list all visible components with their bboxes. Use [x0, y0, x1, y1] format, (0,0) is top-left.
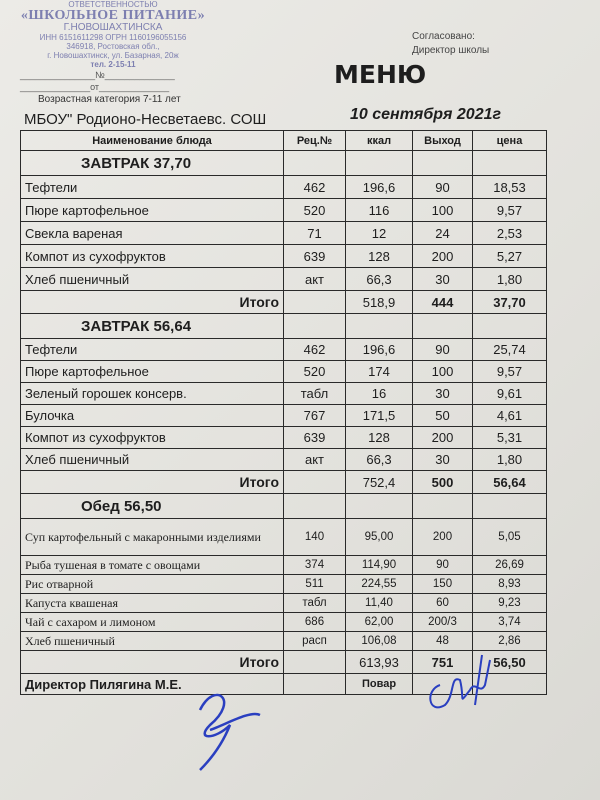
recipe-number: 520 [284, 361, 346, 383]
price: 25,74 [473, 339, 547, 361]
section-header [21, 314, 547, 339]
price: 9,61 [473, 383, 547, 405]
section-title: ЗАВТРАК 37,70 [21, 151, 284, 176]
kcal: 95,00 [346, 519, 413, 556]
price: 2,86 [473, 632, 547, 651]
kcal: 11,40 [346, 594, 413, 613]
table-header [21, 131, 547, 151]
dish-name: Компот из сухофруктов [21, 245, 284, 268]
recipe-number: 511 [284, 575, 346, 594]
total-row [21, 651, 547, 674]
kcal: 128 [346, 245, 413, 268]
stamp-text: тел. 2-15-11 [90, 60, 136, 69]
table-row [21, 427, 547, 449]
kcal: 66,3 [346, 268, 413, 291]
yield: 90 [413, 556, 473, 575]
table-row [21, 383, 547, 405]
stamp-text: ИНН 6151611298 ОГРН 1160196055156 [39, 33, 187, 42]
price: 9,23 [473, 594, 547, 613]
kcal: 62,00 [346, 613, 413, 632]
dish-name: Хлеб пшеничный [21, 632, 284, 651]
kcal: 12 [346, 222, 413, 245]
table-row [21, 245, 547, 268]
kcal: 128 [346, 427, 413, 449]
col-dish: Наименование блюда [21, 131, 284, 151]
menu-date: 10 сентября 2021г [350, 106, 502, 123]
table-row [21, 613, 547, 632]
section-header [21, 151, 547, 176]
kcal: 106,08 [346, 632, 413, 651]
kcal: 224,55 [346, 575, 413, 594]
stamp-text: Г.НОВОШАХТИНСКА [63, 22, 163, 33]
menu-table [20, 130, 547, 695]
recipe-number: акт [284, 268, 346, 291]
total-yield: 500 [413, 471, 473, 494]
yield: 60 [413, 594, 473, 613]
price: 5,05 [473, 519, 547, 556]
yield: 30 [413, 268, 473, 291]
col-recipe: Рец.№ [284, 131, 346, 151]
price: 1,80 [473, 268, 547, 291]
total-kcal: 613,93 [346, 651, 413, 674]
table-row [21, 575, 547, 594]
stamp-text: «ШКОЛЬНОЕ ПИТАНИЕ» [20, 8, 206, 23]
total-price: 56,64 [473, 471, 547, 494]
kcal: 196,6 [346, 339, 413, 361]
yield: 200/3 [413, 613, 473, 632]
table-row [21, 222, 547, 245]
yield: 100 [413, 199, 473, 222]
recipe-number: 462 [284, 339, 346, 361]
dish-name: Рыба тушеная в томате с овощами [21, 556, 284, 575]
recipe-number: 140 [284, 519, 346, 556]
dish-name: Капуста квашеная [21, 594, 284, 613]
table-row [21, 199, 547, 222]
dish-name: Свекла вареная [21, 222, 284, 245]
empty-cell [284, 314, 346, 339]
empty-cell [284, 494, 346, 519]
table-row [21, 519, 547, 556]
total-label: Итого [21, 291, 284, 314]
dish-name: Булочка [21, 405, 284, 427]
organization-stamp [18, 0, 208, 69]
stamp-text: г. Новошахтинск, ул. Базарная, 20ж [47, 51, 179, 60]
empty-cell [473, 314, 547, 339]
yield: 200 [413, 245, 473, 268]
recipe-number: расп [284, 632, 346, 651]
empty-cell [473, 151, 547, 176]
total-yield: 444 [413, 291, 473, 314]
age-category: Возрастная категория 7-11 лет [38, 94, 181, 105]
empty-cell [473, 494, 547, 519]
dish-name: Тефтели [21, 176, 284, 199]
price: 26,69 [473, 556, 547, 575]
section-title: ЗАВТРАК 56,64 [21, 314, 284, 339]
recipe-number: табл [284, 594, 346, 613]
recipe-number: табл [284, 383, 346, 405]
total-recipe-number [284, 471, 346, 494]
total-yield: 751 [413, 651, 473, 674]
dish-name: Зеленый горошек консерв. [21, 383, 284, 405]
table-row [21, 339, 547, 361]
total-kcal: 518,9 [346, 291, 413, 314]
yield: 200 [413, 519, 473, 556]
total-price: 37,70 [473, 291, 547, 314]
total-row [21, 471, 547, 494]
yield: 50 [413, 405, 473, 427]
director-name: Директор Пилягина М.Е. [21, 674, 284, 695]
table-row [21, 405, 547, 427]
empty-cell [413, 151, 473, 176]
yield: 200 [413, 427, 473, 449]
kcal: 196,6 [346, 176, 413, 199]
approval-role: Директор школы [412, 45, 490, 56]
price: 2,53 [473, 222, 547, 245]
total-row [21, 291, 547, 314]
form-number-lines [20, 70, 175, 92]
yield: 90 [413, 339, 473, 361]
kcal: 174 [346, 361, 413, 383]
recipe-number: 767 [284, 405, 346, 427]
recipe-number: 639 [284, 245, 346, 268]
empty-cell [473, 674, 547, 695]
total-label: Итого [21, 471, 284, 494]
kcal: 171,5 [346, 405, 413, 427]
price: 9,57 [473, 199, 547, 222]
table-row [21, 449, 547, 471]
dish-name: Хлеб пшеничный [21, 268, 284, 291]
dish-name: Компот из сухофруктов [21, 427, 284, 449]
table-row [21, 268, 547, 291]
stamp-text: ОТВЕТСТВЕННОСТЬЮ [68, 0, 158, 9]
empty-cell [346, 494, 413, 519]
dish-name: Тефтели [21, 339, 284, 361]
cook-label: Повар [346, 674, 413, 695]
total-price: 56,50 [473, 651, 547, 674]
yield: 90 [413, 176, 473, 199]
section-header [21, 494, 547, 519]
table-row [21, 556, 547, 575]
school-name: МБОУ" Родионо-Несветаевс. СОШ [24, 111, 267, 128]
col-price: цена [473, 131, 547, 151]
dish-name: Рис отварной [21, 575, 284, 594]
dish-name: Пюре картофельное [21, 199, 284, 222]
kcal: 16 [346, 383, 413, 405]
signature-row [21, 674, 547, 695]
price: 3,74 [473, 613, 547, 632]
page-title: МЕНЮ [334, 60, 427, 89]
date-line: ______________от______________ [20, 82, 170, 92]
yield: 30 [413, 449, 473, 471]
number-line: _______________№______________ [20, 70, 175, 80]
section-title: Обед 56,50 [21, 494, 284, 519]
price: 5,31 [473, 427, 547, 449]
table-row [21, 361, 547, 383]
total-label: Итого [21, 651, 284, 674]
kcal: 114,90 [346, 556, 413, 575]
price: 5,27 [473, 245, 547, 268]
empty-cell [413, 314, 473, 339]
kcal: 116 [346, 199, 413, 222]
yield: 100 [413, 361, 473, 383]
price: 4,61 [473, 405, 547, 427]
empty-cell [346, 151, 413, 176]
recipe-number: 686 [284, 613, 346, 632]
empty-cell [413, 674, 473, 695]
dish-name: Пюре картофельное [21, 361, 284, 383]
recipe-number: 520 [284, 199, 346, 222]
yield: 30 [413, 383, 473, 405]
yield: 48 [413, 632, 473, 651]
approval-block [412, 30, 489, 58]
empty-cell [346, 314, 413, 339]
price: 8,93 [473, 575, 547, 594]
recipe-number: 639 [284, 427, 346, 449]
dish-name: Суп картофельный с макаронными изделиями [21, 519, 284, 556]
table-row [21, 632, 547, 651]
recipe-number: 374 [284, 556, 346, 575]
yield: 24 [413, 222, 473, 245]
dish-name: Чай с сахаром и лимоном [21, 613, 284, 632]
approval-label: Согласовано: [412, 31, 475, 42]
price: 18,53 [473, 176, 547, 199]
price: 9,57 [473, 361, 547, 383]
price: 1,80 [473, 449, 547, 471]
table-row [21, 176, 547, 199]
empty-cell [413, 494, 473, 519]
kcal: 66,3 [346, 449, 413, 471]
col-kcal: ккал [346, 131, 413, 151]
empty-cell [284, 151, 346, 176]
table-row [21, 594, 547, 613]
recipe-number: 71 [284, 222, 346, 245]
total-recipe-number [284, 291, 346, 314]
col-yield: Выход [413, 131, 473, 151]
total-recipe-number [284, 651, 346, 674]
total-kcal: 752,4 [346, 471, 413, 494]
recipe-number: 462 [284, 176, 346, 199]
dish-name: Хлеб пшеничный [21, 449, 284, 471]
recipe-number: акт [284, 449, 346, 471]
stamp-text: 346918, Ростовская обл., [66, 42, 160, 51]
empty-cell [284, 674, 346, 695]
yield: 150 [413, 575, 473, 594]
